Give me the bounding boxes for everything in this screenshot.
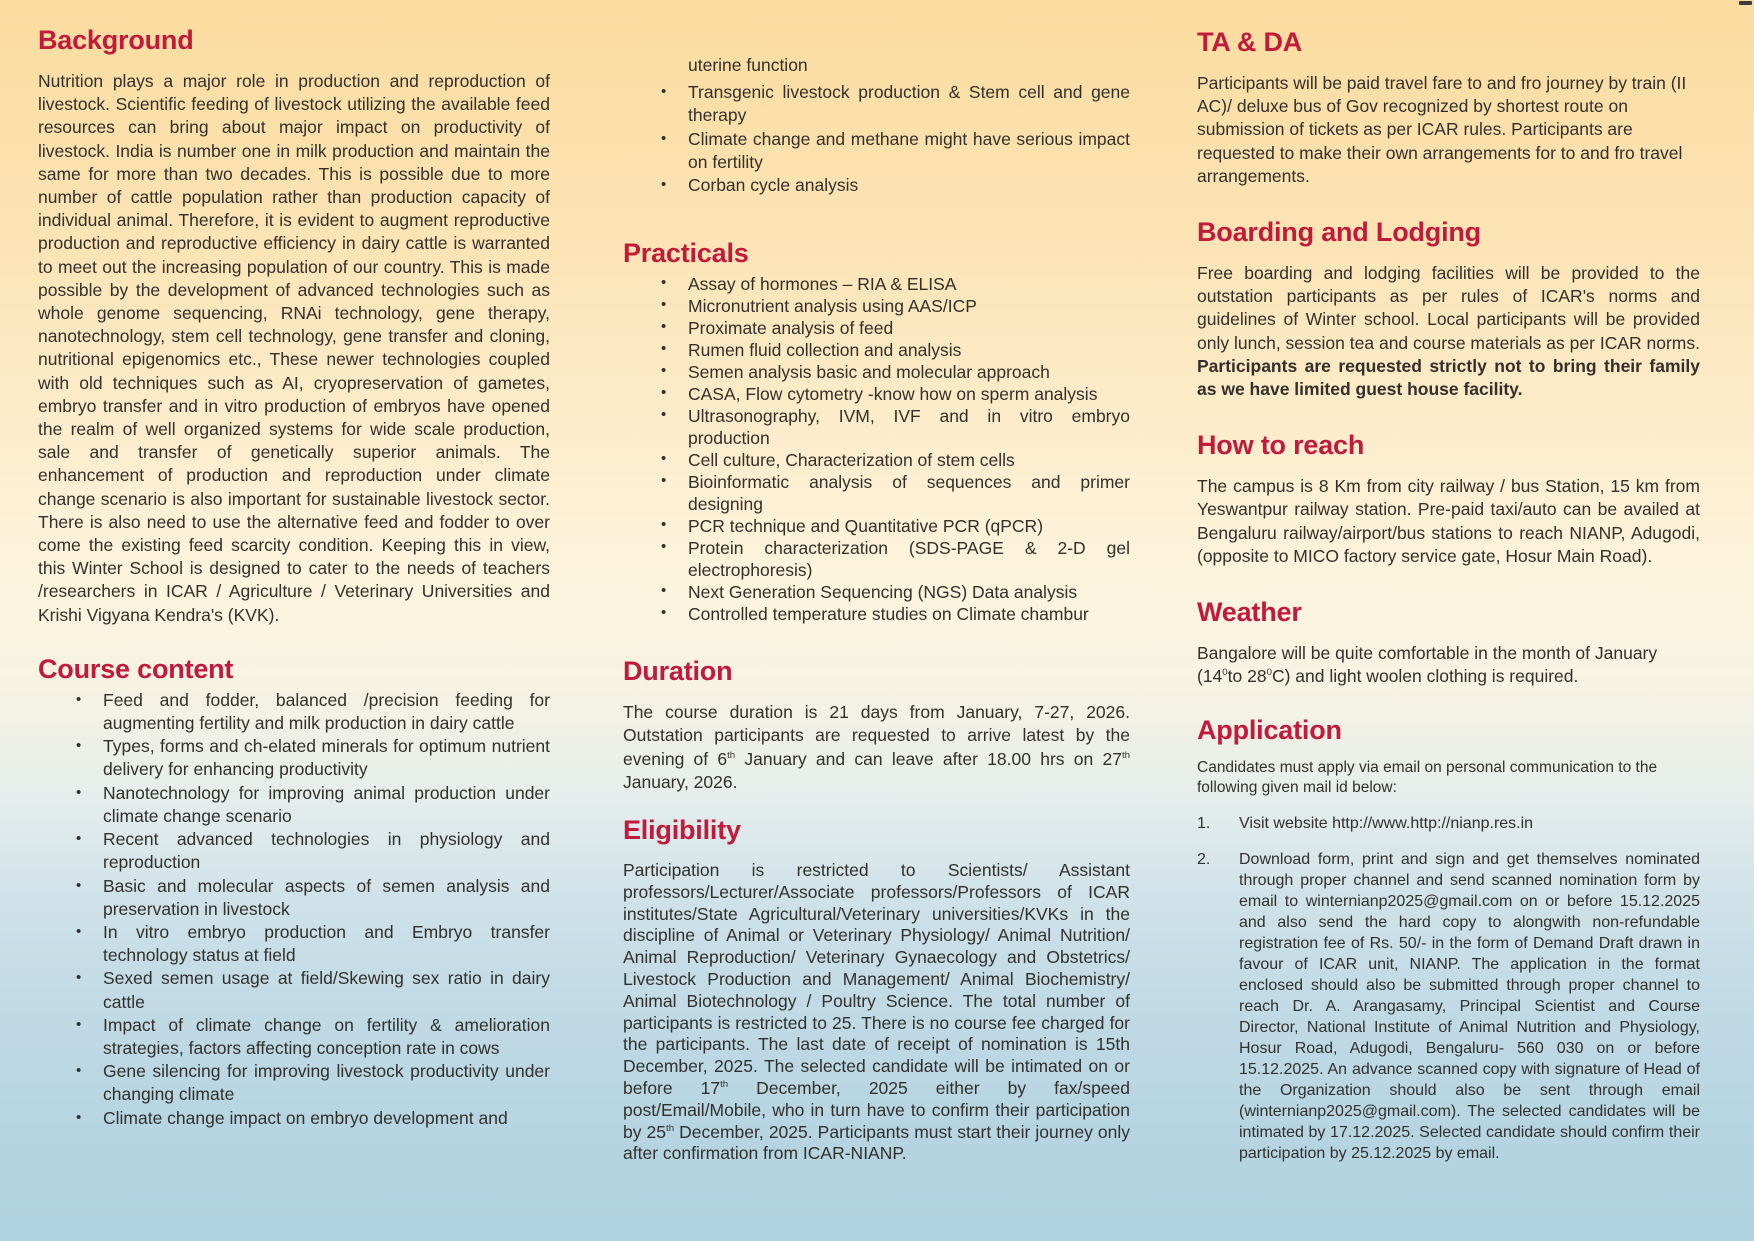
application-step-2 [1197, 849, 1700, 1164]
list-item [38, 782, 550, 828]
list-item [38, 1107, 550, 1130]
list-item-text: Feed and fodder, balanced /precision feeding for augmenting fertility and milk production in dairy cattle [103, 689, 550, 734]
bullet-icon: • [76, 737, 82, 755]
column-middle [585, 0, 1169, 1241]
list-item [38, 735, 550, 781]
bullet-icon: • [661, 340, 667, 358]
application-intro-paragraph: Candidates must apply via email on personal communication to the following given mail id below: [1197, 759, 1658, 797]
bullet-icon: • [76, 876, 82, 894]
list-item [623, 128, 1130, 174]
list-item-text: Recent advanced technologies in physiology and reproduction [103, 829, 550, 873]
list-item [38, 828, 550, 874]
step-text: Visit website http://www.http://nianp.res.in [1239, 815, 1534, 833]
bullet-icon: • [76, 1108, 82, 1126]
bullet-icon: • [76, 690, 82, 708]
list-item-text: Nanotechnology for improving animal production under climate change scenario [103, 782, 550, 826]
bullet-icon: • [76, 1015, 82, 1033]
bullet-icon: • [661, 296, 667, 314]
list-item [38, 921, 550, 967]
list-item [623, 317, 1130, 339]
list-item [623, 383, 1130, 405]
bullet-icon: • [661, 362, 667, 380]
course-content-list-continued [623, 81, 1130, 197]
step-number: 2. [1197, 851, 1211, 869]
list-item-text: Bioinformatic analysis of sequences and primer designing [688, 472, 1130, 515]
how-to-reach-paragraph: The campus is 8 Km from city railway / bus Station, 15 km from Yeswantpur railway station. Pre-paid taxi/auto can be availed at Bengaluru railway/airport/bus stations to reach NIANP, Adugodi, (opposite to MICO factory service gate, Hosur Main Road). [1197, 476, 1700, 566]
list-item [38, 967, 550, 1013]
list-item-text: Sexed semen usage at field/Skewing sex ratio in dairy cattle [103, 968, 550, 1012]
bullet-icon: • [661, 176, 667, 194]
bullet-icon: • [661, 83, 667, 101]
list-item [623, 405, 1130, 449]
bullet-icon: • [76, 969, 82, 987]
list-item-text: Proximate analysis of feed [688, 318, 894, 339]
list-item [623, 515, 1130, 537]
list-item [623, 603, 1130, 625]
bullet-icon: • [661, 604, 667, 622]
duration-paragraph: The course duration is 21 days from January, 7-27, 2026. Outstation participants are requested to arrive latest by the evening of 6th January and can leave after 18.00 hrs on 27th January, 2026. [623, 702, 1130, 792]
list-item [38, 1014, 550, 1060]
bullet-icon: • [661, 384, 667, 402]
list-item [623, 81, 1130, 127]
practicals-list [623, 273, 1130, 625]
section-heading-duration: Duration [623, 656, 733, 687]
boarding-lodging-paragraph: Free boarding and lodging facilities will be provided to the outstation participants as per rules of ICAR's norms and guidelines of Winter school. Local participants will be provided only lunch, session tea and course materials as per ICAR norms. Participants are requested strictly not to bring their family as we have limited guest house facility. [1197, 263, 1700, 400]
application-steps-list [1197, 813, 1700, 1164]
bullet-icon: • [661, 538, 667, 556]
list-item-text: Transgenic livestock production & Stem cell and gene therapy [688, 82, 1130, 126]
list-item-text: Rumen fluid collection and analysis [688, 340, 962, 361]
list-item-text: Types, forms and ch-elated minerals for optimum nutrient delivery for enhancing productivity [103, 736, 550, 780]
list-item-text: Cell culture, Characterization of stem cells [688, 450, 1015, 471]
column-right [1169, 0, 1754, 1241]
weather-paragraph: Bangalore will be quite comfortable in the month of January ($14^0to$ $28^0C$) and light woolen clothing is required. [1197, 643, 1658, 687]
list-item-text: Impact of climate change on fertility & amelioration strategies, factors affecting conception rate in cows [103, 1014, 550, 1058]
list-item [38, 689, 550, 735]
section-heading-eligibility: Eligibility [623, 815, 741, 846]
list-item-text: Gene silencing for improving livestock productivity under changing climate [103, 1061, 550, 1105]
list-item-text: Ultrasonography, IVM, IVF and in vitro embryo production [688, 406, 1130, 449]
list-item-text: Controlled temperature studies on Climate chambur [688, 604, 1089, 625]
list-item-text: Climate change impact on embryo development and [103, 1107, 508, 1128]
application-step-1 [1197, 813, 1700, 834]
list-item [623, 537, 1130, 581]
list-item-text: Micronutrient analysis using AAS/ICP [688, 296, 977, 317]
bullet-icon: • [661, 129, 667, 147]
section-heading-application: Application [1197, 715, 1342, 746]
bullet-icon: • [76, 922, 82, 940]
list-item [623, 361, 1130, 383]
list-item-text: Semen analysis basic and molecular approach [688, 362, 1050, 383]
bullet-icon: • [661, 406, 667, 424]
bullet-icon: • [661, 516, 667, 534]
list-item [623, 273, 1130, 295]
list-item-text: Climate change and methane might have serious impact on fertility [688, 128, 1130, 172]
list-item [623, 581, 1130, 603]
bullet-icon: • [76, 1062, 82, 1080]
section-heading-course-content: Course content [38, 653, 234, 684]
background-paragraph: Nutrition plays a major role in production and reproduction of livestock. Scientific feeding of livestock utilizing the available feed resources can bring about major impact on productivity of livestock. India is number one in milk production and maintain the same for more than two decades. This is possible due to more number of cattle population rather than production capacity of individual animal. Therefore, it is evident to augment reproductive production and reproductive efficiency in dairy cattle is warranted to meet out the increasing population of our country. This is made possible by the development of advanced technologies such as whole genome sequencing, RNAi technology, gene therapy, nanotechnology, stem cell technology, gene transfer and cloning, nutritional epigenomics etc., These newer technologies coupled with old techniques such as AI, cryopreservation of gametes, embryo transfer and in vitro production of embryos have opened the realm of well organized systems for wide scale production, sale and transfer of genetically superior animals. The enhancement of production and reproduction under climate change scenario is also important for sustainable livestock sector. There is also need to use the alternative feed and fodder to over come the existing feed scarcity condition. Keeping this in view, this Winter School is designed to cater to the needs of teachers /researchers in ICAR / Agriculture / Veterinary Universities and Krishi Vigyana Kendra's (KVK). [38, 71, 550, 625]
list-item-text: PCR technique and Quantitative PCR (qPCR) [688, 516, 1044, 537]
section-heading-boarding-lodging: Boarding and Lodging [1197, 217, 1481, 248]
list-item [623, 471, 1130, 515]
list-item [623, 174, 1130, 197]
step-number: 1. [1197, 815, 1211, 833]
list-item [623, 339, 1130, 361]
ta-da-paragraph: Participants will be paid travel fare to and fro journey by train (II AC)/ deluxe bus of Gov recognized by shortest route on submission of tickets as per ICAR rules. Participants are requested to make their own arrangements for to and fro travel arrangements. [1197, 73, 1687, 186]
bullet-icon: • [661, 274, 667, 292]
section-heading-weather: Weather [1197, 597, 1302, 628]
bullet-icon: • [661, 450, 667, 468]
bullet-icon: • [661, 318, 667, 336]
list-item-text: Basic and molecular aspects of semen analysis and preservation in livestock [103, 875, 550, 919]
bullet-icon: • [661, 472, 667, 490]
list-item-text: In vitro embryo production and Embryo transfer technology status at field [103, 921, 550, 966]
list-item [38, 1060, 550, 1106]
list-item-text: Next Generation Sequencing (NGS) Data analysis [688, 582, 1078, 603]
section-heading-background: Background [38, 25, 194, 55]
list-item-text: Corban cycle analysis [688, 175, 859, 196]
list-item-text: Assay of hormones – RIA & ELISA [688, 274, 957, 295]
list-item [623, 449, 1130, 471]
list-item [623, 295, 1130, 317]
list-item-text: Protein characterization (SDS-PAGE & 2-D gel electrophoresis) [688, 538, 1130, 581]
section-heading-how-to-reach: How to reach [1197, 430, 1365, 461]
list-item-text: CASA, Flow cytometry -know how on sperm analysis [688, 384, 1098, 405]
bullet-icon: • [76, 783, 82, 801]
step-text: Download form, print and sign and get themselves nominated through proper channel and send scanned nomination form by email to winternianp2025@gmail.com on or before 15.12.2025 and also send the hard copy to alongwith non-refundable registration fee of Rs. 50/- in the form of Demand Draft drawn in favour of ICAR unit, NIANP. The application in the format enclosed should also be submitted through proper channel to reach Dr. A. Arangasamy, Principal Scientist and Course Director, National Institute of Animal Nutrition and Physiology, Hosur Road, Adugodi, Bengaluru- 560 030 on or before 15.12.2025. An advance scanned copy with signature of Head of the Organization should also be sent through email (winternianp2025@gmail.com). The selected candidates will be intimated by 17.12.2025. Selected candidate should confirm their participation by 25.12.2025 by email. [1239, 851, 1700, 1163]
scan-artifact-mark [1739, 1, 1752, 5]
course-content-list [38, 689, 550, 1130]
bullet-icon: • [661, 582, 667, 600]
section-heading-practicals: Practicals [623, 238, 749, 269]
bullet-continuation-text: uterine function [688, 55, 808, 75]
section-heading-ta-da: TA & DA [1197, 27, 1303, 57]
bullet-icon: • [76, 830, 82, 848]
eligibility-paragraph: Participation is restricted to Scientists/ Assistant professors/Lecturer/Associate professors/Professors of ICAR institutes/State Agricultural/Veterinary universities/KVKs in the discipline of Animal or Veterinary Physiology/ Animal Nutrition/ Animal Reproduction/ Veterinary Gynaecology and Obstetrics/ Livestock Production and Management/ Animal Biochemistry/ Animal Biotechnology / Poultry Science. The total number of participants is restricted to 25. There is no course fee charged for the participants. The last date of receipt of nomination is 15th December, 2025. The selected candidate will be intimated on or before 17th December, 2025 either by fax/speed post/Email/Mobile, who in turn have to confirm their participation by 25th December, 2025. Participants must start their journey only after confirmation from ICAR-NIANP. [623, 860, 1130, 1164]
list-item [38, 875, 550, 921]
column-left [0, 0, 585, 1241]
